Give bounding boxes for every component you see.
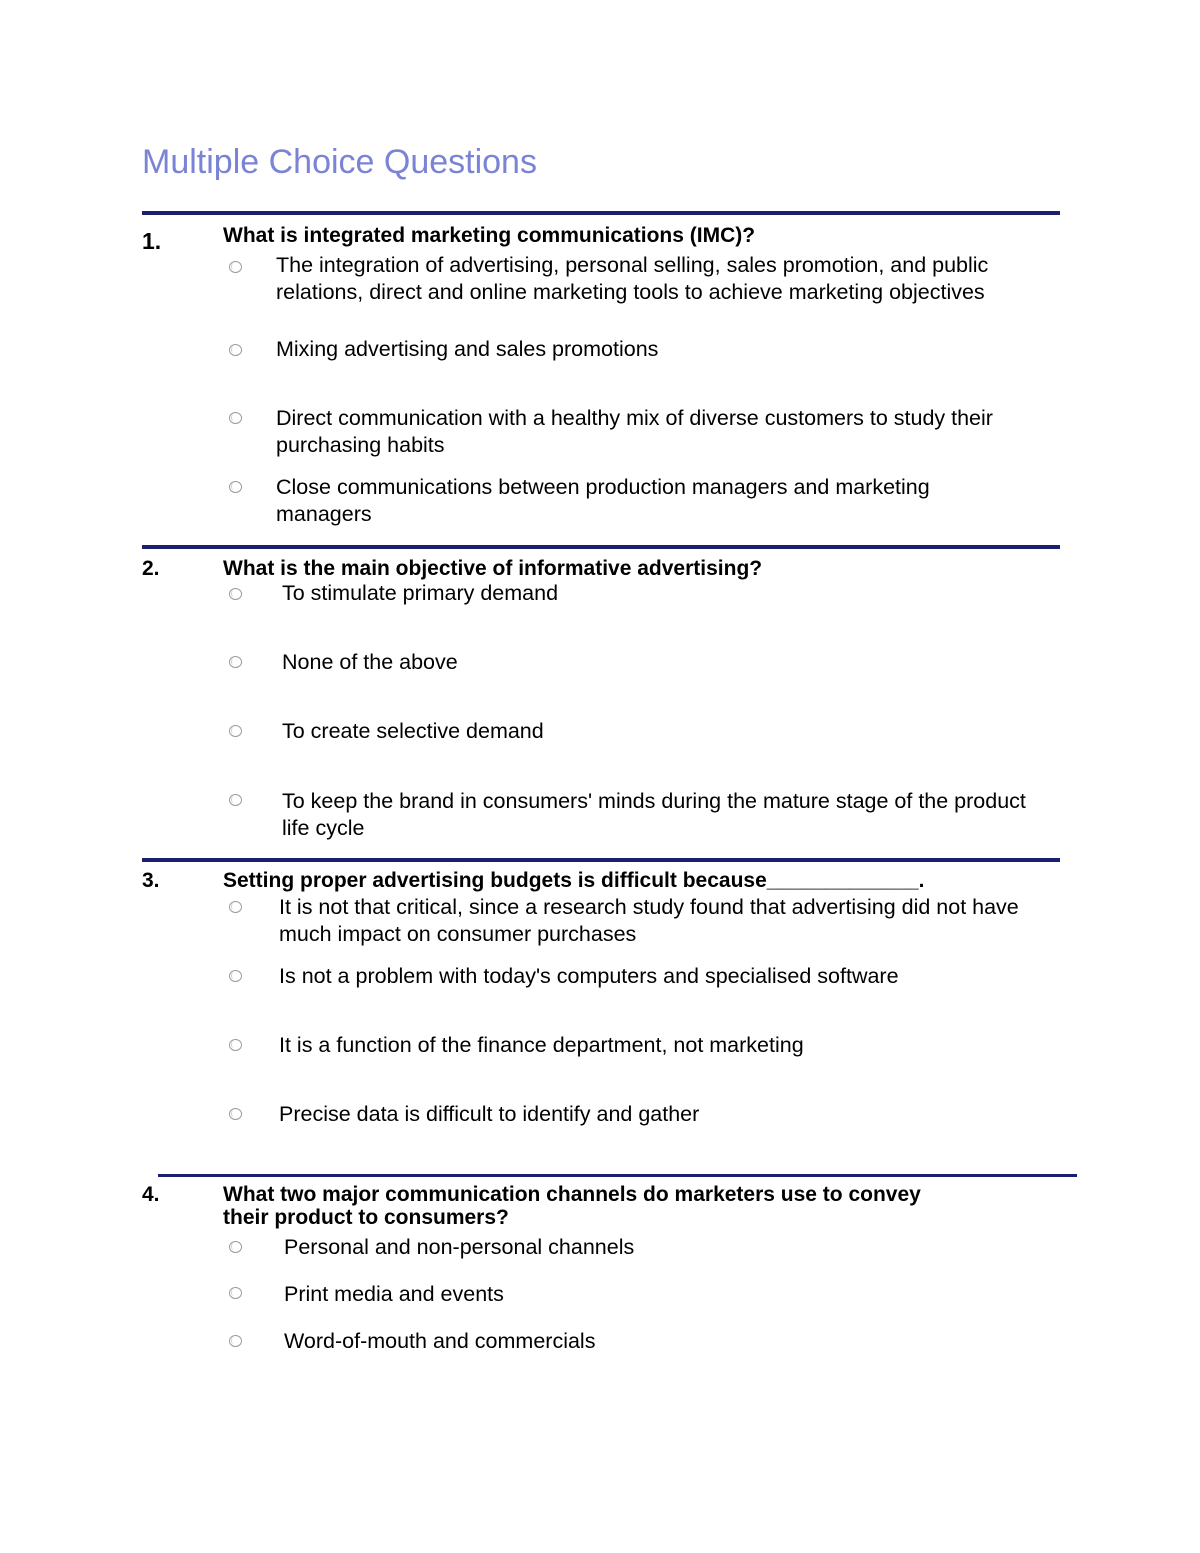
answer-option[interactable]: Print media and events <box>284 1282 504 1306</box>
radio-icon[interactable] <box>229 656 242 668</box>
answer-option[interactable]: Close communications between production managers and marketing managers <box>276 475 930 526</box>
answer-option[interactable]: Direct communication with a healthy mix of diverse customers to study their purchasing habits <box>276 406 993 457</box>
radio-icon[interactable] <box>229 344 242 356</box>
answer-option[interactable]: Word-of-mouth and commercials <box>284 1329 596 1353</box>
section-divider <box>142 211 1060 215</box>
question-number: 4. <box>142 1183 160 1206</box>
page-title: Multiple Choice Questions <box>142 143 537 181</box>
radio-icon[interactable] <box>229 725 242 737</box>
answer-option[interactable]: It is not that critical, since a research study found that advertising did not have much impact on consumer purchases <box>279 895 1019 946</box>
question-text: What is the main objective of informative advertising? <box>223 557 763 580</box>
radio-icon[interactable] <box>229 1335 242 1347</box>
radio-icon[interactable] <box>229 1287 242 1299</box>
section-divider <box>158 1174 1077 1177</box>
answer-option[interactable]: Mixing advertising and sales promotions <box>276 337 659 361</box>
radio-icon[interactable] <box>229 1241 242 1253</box>
answer-option[interactable]: The integration of advertising, personal selling, sales promotion, and public relations, direct and online marketing tools to achieve marketing objectives <box>276 253 989 304</box>
radio-icon[interactable] <box>229 588 242 600</box>
answer-option[interactable]: Is not a problem with today's computers and specialised software <box>279 964 899 988</box>
radio-icon[interactable] <box>229 970 242 982</box>
question-number: 2. <box>142 557 160 580</box>
question-text: What is integrated marketing communications (IMC)? <box>223 224 756 247</box>
radio-icon[interactable] <box>229 1039 242 1051</box>
answer-option[interactable]: Personal and non-personal channels <box>284 1235 635 1259</box>
radio-icon[interactable] <box>229 412 242 424</box>
section-divider <box>142 545 1060 549</box>
radio-icon[interactable] <box>229 1108 242 1120</box>
radio-icon[interactable] <box>229 794 242 806</box>
radio-icon[interactable] <box>229 901 242 913</box>
question-number: 1. <box>142 228 162 254</box>
answer-option[interactable]: To keep the brand in consumers' minds during the mature stage of the product life cycle <box>282 789 1026 840</box>
radio-icon[interactable] <box>229 481 242 493</box>
radio-icon[interactable] <box>229 261 242 273</box>
section-divider <box>142 858 1060 862</box>
question-number: 3. <box>142 869 160 892</box>
answer-option[interactable]: Precise data is difficult to identify and gather <box>279 1102 700 1126</box>
answer-option[interactable]: To stimulate primary demand <box>282 581 559 605</box>
answer-option[interactable]: To create selective demand <box>282 719 544 743</box>
question-text: What two major communication channels do marketers use to convey their product to consumers? <box>223 1183 921 1229</box>
answer-option[interactable]: None of the above <box>282 650 458 674</box>
question-text: Setting proper advertising budgets is difficult because_____________. <box>223 869 925 892</box>
answer-option[interactable]: It is a function of the finance department, not marketing <box>279 1033 804 1057</box>
